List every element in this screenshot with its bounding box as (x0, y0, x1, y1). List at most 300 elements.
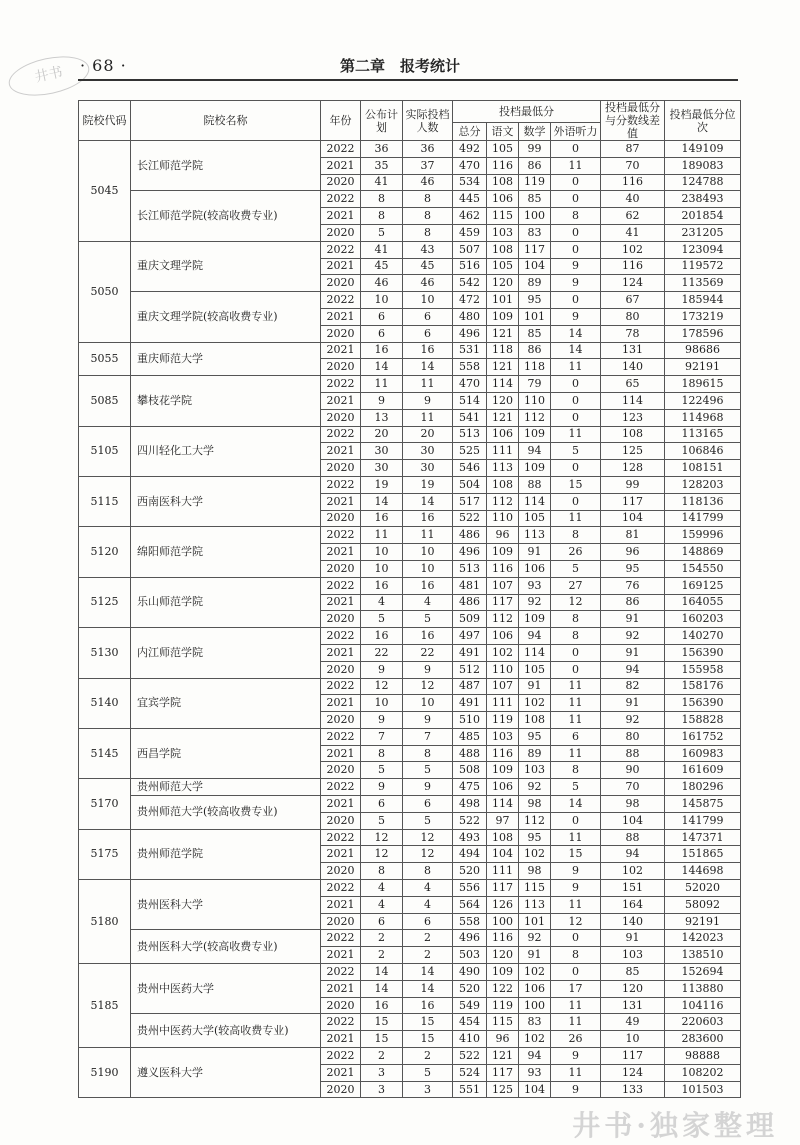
header-math: 数学 (519, 122, 551, 140)
cell-year: 2022 (321, 426, 361, 443)
cell-math-score: 106 (519, 980, 551, 997)
admission-table-wrapper (78, 100, 740, 1098)
cell-math-score: 94 (519, 628, 551, 645)
cell-listening-score: 0 (551, 409, 601, 426)
cell-year: 2020 (321, 409, 361, 426)
table-row (79, 930, 741, 947)
cell-math-score: 105 (519, 510, 551, 527)
cell-plan: 2 (361, 947, 403, 964)
cell-total-score: 480 (453, 308, 487, 325)
cell-year: 2022 (321, 191, 361, 208)
school-code: 5170 (79, 779, 131, 829)
cell-plan: 5 (361, 224, 403, 241)
cell-year: 2021 (321, 1031, 361, 1048)
cell-actual: 2 (403, 947, 453, 964)
cell-year: 2021 (321, 157, 361, 174)
cell-year: 2020 (321, 812, 361, 829)
cell-year: 2021 (321, 980, 361, 997)
cell-total-score: 454 (453, 1014, 487, 1031)
cell-math-score: 94 (519, 443, 551, 460)
cell-actual: 20 (403, 426, 453, 443)
cell-rank: 155958 (665, 661, 741, 678)
cell-score-diff: 104 (601, 510, 665, 527)
cell-year: 2022 (321, 628, 361, 645)
cell-listening-score: 0 (551, 661, 601, 678)
cell-listening-score: 14 (551, 325, 601, 342)
cell-actual: 22 (403, 644, 453, 661)
cell-listening-score: 0 (551, 141, 601, 158)
cell-listening-score: 12 (551, 594, 601, 611)
cell-listening-score: 0 (551, 644, 601, 661)
header-chinese: 语文 (487, 122, 519, 140)
cell-rank: 98686 (665, 342, 741, 359)
school-name: 四川轻化工大学 (131, 426, 321, 476)
cell-listening-score: 11 (551, 1014, 601, 1031)
cell-math-score: 106 (519, 560, 551, 577)
cell-year: 2021 (321, 745, 361, 762)
cell-listening-score: 11 (551, 829, 601, 846)
cell-rank: 104116 (665, 997, 741, 1014)
cell-math-score: 91 (519, 678, 551, 695)
cell-year: 2022 (321, 527, 361, 544)
school-name: 长江师范学院 (131, 141, 321, 191)
cell-rank: 128203 (665, 476, 741, 493)
cell-total-score: 549 (453, 997, 487, 1014)
cell-actual: 5 (403, 1064, 453, 1081)
cell-score-diff: 102 (601, 241, 665, 258)
cell-year: 2022 (321, 829, 361, 846)
cell-total-score: 513 (453, 426, 487, 443)
cell-chinese-score: 96 (487, 1031, 519, 1048)
cell-year: 2022 (321, 476, 361, 493)
cell-math-score: 114 (519, 644, 551, 661)
cell-plan: 12 (361, 829, 403, 846)
cell-actual: 16 (403, 342, 453, 359)
cell-math-score: 119 (519, 174, 551, 191)
cell-year: 2020 (321, 460, 361, 477)
cell-year: 2021 (321, 896, 361, 913)
cell-chinese-score: 108 (487, 174, 519, 191)
cell-listening-score: 8 (551, 947, 601, 964)
cell-actual: 5 (403, 611, 453, 628)
cell-actual: 37 (403, 157, 453, 174)
cell-year: 2022 (321, 880, 361, 897)
cell-chinese-score: 115 (487, 1014, 519, 1031)
cell-total-score: 514 (453, 392, 487, 409)
cell-math-score: 86 (519, 157, 551, 174)
cell-listening-score: 0 (551, 241, 601, 258)
cell-score-diff: 94 (601, 661, 665, 678)
cell-actual: 8 (403, 208, 453, 225)
cell-plan: 11 (361, 376, 403, 393)
cell-rank: 108151 (665, 460, 741, 477)
table-row (79, 964, 741, 981)
cell-score-diff: 117 (601, 493, 665, 510)
cell-plan: 5 (361, 762, 403, 779)
header-actual: 实际投档人数 (403, 101, 453, 141)
cell-total-score: 472 (453, 292, 487, 309)
cell-rank: 152694 (665, 964, 741, 981)
cell-score-diff: 95 (601, 560, 665, 577)
cell-chinese-score: 109 (487, 544, 519, 561)
cell-chinese-score: 121 (487, 1048, 519, 1065)
cell-actual: 15 (403, 1014, 453, 1031)
cell-rank: 151865 (665, 846, 741, 863)
cell-actual: 7 (403, 728, 453, 745)
admission-table (78, 100, 741, 1098)
cell-listening-score: 11 (551, 678, 601, 695)
school-name: 重庆文理学院(较高收费专业) (131, 292, 321, 342)
cell-year: 2021 (321, 947, 361, 964)
cell-math-score: 83 (519, 1014, 551, 1031)
header-listening: 外语听力 (551, 122, 601, 140)
header-year: 年份 (321, 101, 361, 141)
cell-listening-score: 5 (551, 560, 601, 577)
cell-math-score: 115 (519, 880, 551, 897)
cell-score-diff: 116 (601, 258, 665, 275)
cell-chinese-score: 106 (487, 426, 519, 443)
cell-total-score: 492 (453, 141, 487, 158)
table-row (79, 628, 741, 645)
cell-score-diff: 76 (601, 577, 665, 594)
school-name: 遵义医科大学 (131, 1048, 321, 1098)
cell-actual: 11 (403, 527, 453, 544)
cell-score-diff: 124 (601, 1064, 665, 1081)
cell-actual: 9 (403, 392, 453, 409)
cell-actual: 5 (403, 762, 453, 779)
table-row (79, 241, 741, 258)
school-code: 5050 (79, 241, 131, 342)
cell-plan: 19 (361, 476, 403, 493)
cell-plan: 4 (361, 896, 403, 913)
cell-listening-score: 11 (551, 997, 601, 1014)
cell-year: 2022 (321, 1048, 361, 1065)
table-row (79, 829, 741, 846)
cell-score-diff: 114 (601, 392, 665, 409)
cell-total-score: 486 (453, 594, 487, 611)
cell-total-score: 564 (453, 896, 487, 913)
cell-year: 2020 (321, 174, 361, 191)
cell-listening-score: 8 (551, 527, 601, 544)
cell-total-score: 498 (453, 796, 487, 813)
table-row (79, 342, 741, 359)
cell-plan: 16 (361, 577, 403, 594)
cell-math-score: 83 (519, 224, 551, 241)
cell-math-score: 98 (519, 863, 551, 880)
cell-actual: 4 (403, 896, 453, 913)
school-code: 5185 (79, 964, 131, 1048)
cell-actual: 15 (403, 1031, 453, 1048)
cell-total-score: 531 (453, 342, 487, 359)
table-row (79, 678, 741, 695)
cell-listening-score: 8 (551, 208, 601, 225)
table-row (79, 292, 741, 309)
school-code: 5180 (79, 880, 131, 964)
cell-chinese-score: 126 (487, 896, 519, 913)
cell-math-score: 91 (519, 544, 551, 561)
cell-rank: 161752 (665, 728, 741, 745)
cell-total-score: 517 (453, 493, 487, 510)
cell-year: 2020 (321, 359, 361, 376)
cell-score-diff: 99 (601, 476, 665, 493)
cell-listening-score: 0 (551, 292, 601, 309)
cell-plan: 2 (361, 930, 403, 947)
cell-total-score: 558 (453, 913, 487, 930)
cell-year: 2020 (321, 510, 361, 527)
cell-score-diff: 67 (601, 292, 665, 309)
cell-plan: 4 (361, 880, 403, 897)
table-row (79, 191, 741, 208)
cell-rank: 92191 (665, 913, 741, 930)
cell-chinese-score: 110 (487, 510, 519, 527)
cell-actual: 11 (403, 409, 453, 426)
cell-total-score: 475 (453, 779, 487, 796)
table-row (79, 728, 741, 745)
cell-actual: 45 (403, 258, 453, 275)
cell-chinese-score: 103 (487, 728, 519, 745)
cell-score-diff: 40 (601, 191, 665, 208)
cell-actual: 6 (403, 796, 453, 813)
cell-plan: 9 (361, 712, 403, 729)
cell-total-score: 520 (453, 980, 487, 997)
cell-year: 2022 (321, 241, 361, 258)
cell-actual: 16 (403, 577, 453, 594)
cell-math-score: 79 (519, 376, 551, 393)
cell-year: 2021 (321, 258, 361, 275)
cell-chinese-score: 116 (487, 560, 519, 577)
cell-score-diff: 102 (601, 863, 665, 880)
cell-year: 2020 (321, 762, 361, 779)
cell-math-score: 91 (519, 947, 551, 964)
cell-actual: 46 (403, 275, 453, 292)
cell-chinese-score: 116 (487, 745, 519, 762)
cell-rank: 156390 (665, 644, 741, 661)
cell-plan: 6 (361, 913, 403, 930)
cell-listening-score: 11 (551, 896, 601, 913)
cell-score-diff: 85 (601, 964, 665, 981)
cell-listening-score: 11 (551, 426, 601, 443)
cell-score-diff: 164 (601, 896, 665, 913)
cell-listening-score: 8 (551, 611, 601, 628)
cell-total-score: 507 (453, 241, 487, 258)
cell-listening-score: 0 (551, 174, 601, 191)
cell-chinese-score: 117 (487, 594, 519, 611)
page-number: · 68 · (80, 56, 127, 75)
cell-actual: 9 (403, 712, 453, 729)
cell-rank: 113569 (665, 275, 741, 292)
cell-score-diff: 70 (601, 157, 665, 174)
cell-plan: 14 (361, 493, 403, 510)
cell-math-score: 86 (519, 342, 551, 359)
cell-total-score: 520 (453, 863, 487, 880)
cell-year: 2022 (321, 292, 361, 309)
cell-math-score: 93 (519, 577, 551, 594)
school-name: 绵阳师范学院 (131, 527, 321, 577)
cell-listening-score: 8 (551, 762, 601, 779)
cell-score-diff: 133 (601, 1081, 665, 1098)
cell-listening-score: 26 (551, 544, 601, 561)
school-code: 5175 (79, 829, 131, 879)
cell-listening-score: 9 (551, 308, 601, 325)
cell-chinese-score: 120 (487, 392, 519, 409)
cell-chinese-score: 122 (487, 980, 519, 997)
cell-year: 2021 (321, 544, 361, 561)
school-name: 攀枝花学院 (131, 376, 321, 426)
cell-total-score: 504 (453, 476, 487, 493)
cell-plan: 8 (361, 863, 403, 880)
cell-actual: 12 (403, 829, 453, 846)
cell-listening-score: 5 (551, 443, 601, 460)
cell-rank: 164055 (665, 594, 741, 611)
cell-listening-score: 14 (551, 342, 601, 359)
cell-chinese-score: 112 (487, 493, 519, 510)
cell-listening-score: 9 (551, 1081, 601, 1098)
cell-chinese-score: 121 (487, 325, 519, 342)
cell-year: 2020 (321, 913, 361, 930)
cell-rank: 119572 (665, 258, 741, 275)
cell-listening-score: 11 (551, 695, 601, 712)
school-name: 贵州医科大学 (131, 880, 321, 930)
cell-rank: 180296 (665, 779, 741, 796)
cell-chinese-score: 103 (487, 224, 519, 241)
cell-total-score: 516 (453, 258, 487, 275)
cell-rank: 158828 (665, 712, 741, 729)
cell-total-score: 509 (453, 611, 487, 628)
cell-listening-score: 0 (551, 460, 601, 477)
cell-rank: 101503 (665, 1081, 741, 1098)
cell-score-diff: 86 (601, 594, 665, 611)
cell-score-diff: 103 (601, 947, 665, 964)
cell-score-diff: 70 (601, 779, 665, 796)
cell-year: 2021 (321, 594, 361, 611)
cell-math-score: 109 (519, 460, 551, 477)
cell-year: 2022 (321, 678, 361, 695)
cell-actual: 30 (403, 443, 453, 460)
cell-year: 2020 (321, 997, 361, 1014)
cell-math-score: 100 (519, 208, 551, 225)
cell-plan: 3 (361, 1064, 403, 1081)
cell-listening-score: 0 (551, 392, 601, 409)
cell-year: 2020 (321, 863, 361, 880)
cell-plan: 10 (361, 544, 403, 561)
cell-score-diff: 62 (601, 208, 665, 225)
cell-year: 2021 (321, 493, 361, 510)
cell-rank: 142023 (665, 930, 741, 947)
cell-rank: 138510 (665, 947, 741, 964)
cell-math-score: 104 (519, 258, 551, 275)
cell-actual: 9 (403, 661, 453, 678)
cell-rank: 118136 (665, 493, 741, 510)
cell-rank: 145875 (665, 796, 741, 813)
cell-listening-score: 14 (551, 796, 601, 813)
cell-chinese-score: 106 (487, 191, 519, 208)
cell-chinese-score: 97 (487, 812, 519, 829)
cell-year: 2022 (321, 964, 361, 981)
cell-rank: 58092 (665, 896, 741, 913)
cell-score-diff: 49 (601, 1014, 665, 1031)
cell-total-score: 503 (453, 947, 487, 964)
school-name: 贵州师范大学(较高收费专业) (131, 796, 321, 830)
cell-rank: 169125 (665, 577, 741, 594)
cell-actual: 4 (403, 880, 453, 897)
school-name: 贵州师范大学 (131, 779, 321, 796)
cell-listening-score: 12 (551, 913, 601, 930)
cell-listening-score: 26 (551, 1031, 601, 1048)
cell-year: 2022 (321, 779, 361, 796)
cell-rank: 161609 (665, 762, 741, 779)
cell-actual: 6 (403, 913, 453, 930)
cell-rank: 92191 (665, 359, 741, 376)
cell-listening-score: 8 (551, 628, 601, 645)
cell-chinese-score: 120 (487, 947, 519, 964)
cell-score-diff: 88 (601, 745, 665, 762)
cell-math-score: 89 (519, 745, 551, 762)
cell-plan: 8 (361, 208, 403, 225)
cell-rank: 189615 (665, 376, 741, 393)
cell-chinese-score: 112 (487, 611, 519, 628)
cell-year: 2022 (321, 141, 361, 158)
cell-rank: 160203 (665, 611, 741, 628)
cell-rank: 113165 (665, 426, 741, 443)
cell-math-score: 109 (519, 611, 551, 628)
cell-listening-score: 11 (551, 1064, 601, 1081)
cell-math-score: 112 (519, 812, 551, 829)
cell-math-score: 95 (519, 829, 551, 846)
cell-rank: 52020 (665, 880, 741, 897)
cell-score-diff: 41 (601, 224, 665, 241)
cell-plan: 41 (361, 241, 403, 258)
cell-rank: 141799 (665, 510, 741, 527)
cell-chinese-score: 118 (487, 342, 519, 359)
cell-year: 2021 (321, 695, 361, 712)
cell-plan: 9 (361, 392, 403, 409)
chapter-title: 第二章 报考统计 (339, 57, 460, 75)
cell-actual: 10 (403, 695, 453, 712)
cell-math-score: 99 (519, 141, 551, 158)
table-row (79, 376, 741, 393)
cell-year: 2022 (321, 1014, 361, 1031)
cell-year: 2022 (321, 577, 361, 594)
table-row (79, 426, 741, 443)
cell-plan: 13 (361, 409, 403, 426)
cell-chinese-score: 116 (487, 930, 519, 947)
cell-chinese-score: 109 (487, 762, 519, 779)
cell-rank: 189083 (665, 157, 741, 174)
cell-score-diff: 90 (601, 762, 665, 779)
header-rank: 投档最低分位次 (665, 101, 741, 141)
cell-total-score: 481 (453, 577, 487, 594)
cell-chinese-score: 109 (487, 964, 519, 981)
cell-math-score: 112 (519, 409, 551, 426)
cell-year: 2021 (321, 342, 361, 359)
cell-score-diff: 80 (601, 728, 665, 745)
cell-actual: 10 (403, 560, 453, 577)
cell-math-score: 92 (519, 930, 551, 947)
cell-listening-score: 11 (551, 745, 601, 762)
cell-math-score: 108 (519, 712, 551, 729)
school-name: 贵州中医药大学 (131, 964, 321, 1014)
school-name: 西南医科大学 (131, 476, 321, 526)
cell-plan: 8 (361, 191, 403, 208)
cell-score-diff: 82 (601, 678, 665, 695)
school-name: 重庆文理学院 (131, 241, 321, 291)
cell-rank: 123094 (665, 241, 741, 258)
cell-listening-score: 6 (551, 728, 601, 745)
cell-plan: 6 (361, 796, 403, 813)
cell-rank: 148869 (665, 544, 741, 561)
cell-year: 2020 (321, 560, 361, 577)
cell-total-score: 410 (453, 1031, 487, 1048)
